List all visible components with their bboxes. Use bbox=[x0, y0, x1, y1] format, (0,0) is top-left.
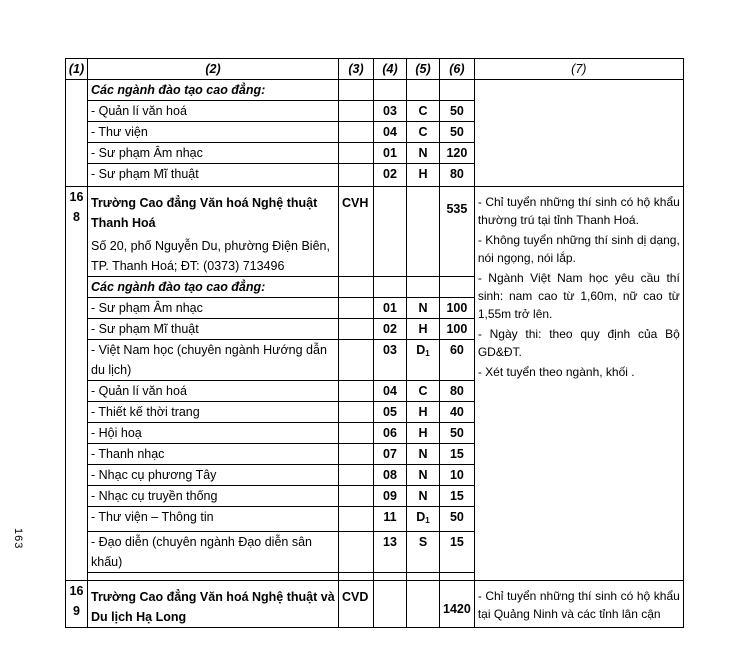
exam-block: N bbox=[407, 486, 440, 507]
exam-block: H bbox=[407, 319, 440, 340]
major-name: - Sư phạm Âm nhạc bbox=[88, 298, 339, 319]
major-code: 03 bbox=[374, 101, 407, 122]
quota: 50 bbox=[440, 507, 475, 532]
school-row bbox=[66, 581, 684, 628]
school-notes bbox=[474, 187, 683, 581]
note-item: - Ngày thi: theo quy định của Bộ GD&ĐT. bbox=[477, 327, 680, 359]
major-code: 11 bbox=[374, 507, 407, 532]
quota: 80 bbox=[440, 381, 475, 402]
major-code: 05 bbox=[374, 402, 407, 423]
exam-block-subscript: 1 bbox=[425, 516, 430, 525]
quota: 50 bbox=[440, 122, 475, 143]
section-title-row bbox=[66, 80, 684, 101]
exam-block bbox=[407, 340, 440, 381]
major-name: - Thư viện bbox=[88, 122, 339, 143]
quota: 15 bbox=[440, 486, 475, 507]
note-item: - Xét tuyển theo ngành, khối . bbox=[477, 365, 635, 379]
header-col-3: (3) bbox=[339, 59, 374, 80]
notes-cell bbox=[474, 80, 683, 187]
exam-block: N bbox=[407, 465, 440, 486]
exam-block: H bbox=[407, 164, 440, 187]
quota: 60 bbox=[440, 340, 475, 381]
major-code: 04 bbox=[374, 122, 407, 143]
quota: 120 bbox=[440, 143, 475, 164]
school-total-quota: 1420 bbox=[440, 581, 475, 628]
major-name: - Sư phạm Mĩ thuật bbox=[88, 164, 339, 187]
quota: 80 bbox=[440, 164, 475, 187]
exam-block: C bbox=[407, 101, 440, 122]
major-code: 07 bbox=[374, 444, 407, 465]
major-code: 03 bbox=[374, 340, 407, 381]
quota: 100 bbox=[440, 298, 475, 319]
header-col-6: (6) bbox=[440, 59, 475, 80]
school-number: 16 8 bbox=[66, 187, 88, 581]
note-item: - Chỉ tuyển những thí sinh có hộ khẩu tại Quảng Ninh và các tỉnh lân cận bbox=[477, 589, 680, 621]
section-title: Các ngành đào tạo cao đẳng: bbox=[88, 277, 339, 298]
school-name: Trường Cao đẳng Văn hoá Nghệ thuật Thanh Hoá bbox=[91, 196, 318, 230]
major-name: - Sư phạm Mĩ thuật bbox=[88, 319, 339, 340]
exam-block: N bbox=[407, 298, 440, 319]
note-item: - Ngành Việt Nam học yêu cầu thí sinh: nam cao từ 1,60m, nữ cao từ 1,55m trở lên. bbox=[477, 271, 680, 321]
major-code: 02 bbox=[374, 319, 407, 340]
note-item: - Không tuyển những thí sinh dị dạng, nói ngọng, nói lắp. bbox=[477, 233, 680, 265]
header-col-2: (2) bbox=[88, 59, 339, 80]
major-name: - Nhạc cụ phương Tây bbox=[88, 465, 339, 486]
note-item: - Chỉ tuyển những thí sinh có hộ khẩu thường trú tại tỉnh Thanh Hoá. bbox=[477, 195, 680, 227]
major-name: - Đạo diễn (chuyên ngành Đạo diễn sân khấu) bbox=[88, 532, 339, 573]
school-notes bbox=[474, 581, 683, 628]
major-code: 01 bbox=[374, 143, 407, 164]
exam-block: S bbox=[407, 532, 440, 573]
quota: 15 bbox=[440, 532, 475, 573]
exam-block bbox=[407, 507, 440, 532]
exam-block: H bbox=[407, 402, 440, 423]
header-col-7: (7) bbox=[474, 59, 683, 80]
exam-block-letter: D bbox=[416, 510, 426, 524]
exam-block-letter: D bbox=[416, 343, 426, 357]
header-col-5: (5) bbox=[407, 59, 440, 80]
quota: 50 bbox=[440, 101, 475, 122]
major-code: 04 bbox=[374, 381, 407, 402]
major-code: 13 bbox=[374, 532, 407, 573]
major-code: 06 bbox=[374, 423, 407, 444]
exam-block: N bbox=[407, 143, 440, 164]
major-name: - Quản lí văn hoá bbox=[88, 101, 339, 122]
major-code: 08 bbox=[374, 465, 407, 486]
major-code: 01 bbox=[374, 298, 407, 319]
school-symbol: CVD bbox=[339, 581, 374, 628]
school-info-cell bbox=[88, 187, 339, 277]
major-name: - Thiết kế thời trang bbox=[88, 402, 339, 423]
school-symbol: CVH bbox=[339, 187, 374, 277]
major-code: 09 bbox=[374, 486, 407, 507]
major-code: 02 bbox=[374, 164, 407, 187]
admission-table bbox=[65, 58, 684, 628]
page-number: 163 bbox=[12, 528, 24, 550]
school-number-cell bbox=[66, 80, 88, 187]
school-name: Trường Cao đẳng Văn hoá Nghệ thuật và Du lịch Hạ Long bbox=[88, 581, 339, 628]
school-row bbox=[66, 187, 684, 277]
header-col-4: (4) bbox=[374, 59, 407, 80]
quota: 50 bbox=[440, 423, 475, 444]
header-col-1: (1) bbox=[66, 59, 88, 80]
quota: 10 bbox=[440, 465, 475, 486]
exam-block: N bbox=[407, 444, 440, 465]
major-name: - Việt Nam học (chuyên ngành Hướng dẫn du lịch) bbox=[88, 340, 339, 381]
major-name: - Sư phạm Âm nhạc bbox=[88, 143, 339, 164]
header-row bbox=[66, 59, 684, 80]
quota: 15 bbox=[440, 444, 475, 465]
school-address: Số 20, phố Nguyễn Du, phường Điện Biên, TP. Thanh Hoá; ĐT: (0373) 713496 bbox=[91, 239, 330, 273]
major-name: - Quản lí văn hoá bbox=[88, 381, 339, 402]
exam-block-subscript: 1 bbox=[425, 349, 430, 358]
exam-block: C bbox=[407, 122, 440, 143]
school-number: 16 9 bbox=[66, 581, 88, 628]
quota: 100 bbox=[440, 319, 475, 340]
section-title: Các ngành đào tạo cao đẳng: bbox=[88, 80, 339, 101]
school-total-quota: 535 bbox=[440, 187, 475, 277]
exam-block: H bbox=[407, 423, 440, 444]
exam-block: C bbox=[407, 381, 440, 402]
quota: 40 bbox=[440, 402, 475, 423]
major-name: - Nhạc cụ truyền thống bbox=[88, 486, 339, 507]
major-name: - Hội hoạ bbox=[88, 423, 339, 444]
major-name: - Thư viện – Thông tin bbox=[88, 507, 339, 532]
major-name: - Thanh nhạc bbox=[88, 444, 339, 465]
